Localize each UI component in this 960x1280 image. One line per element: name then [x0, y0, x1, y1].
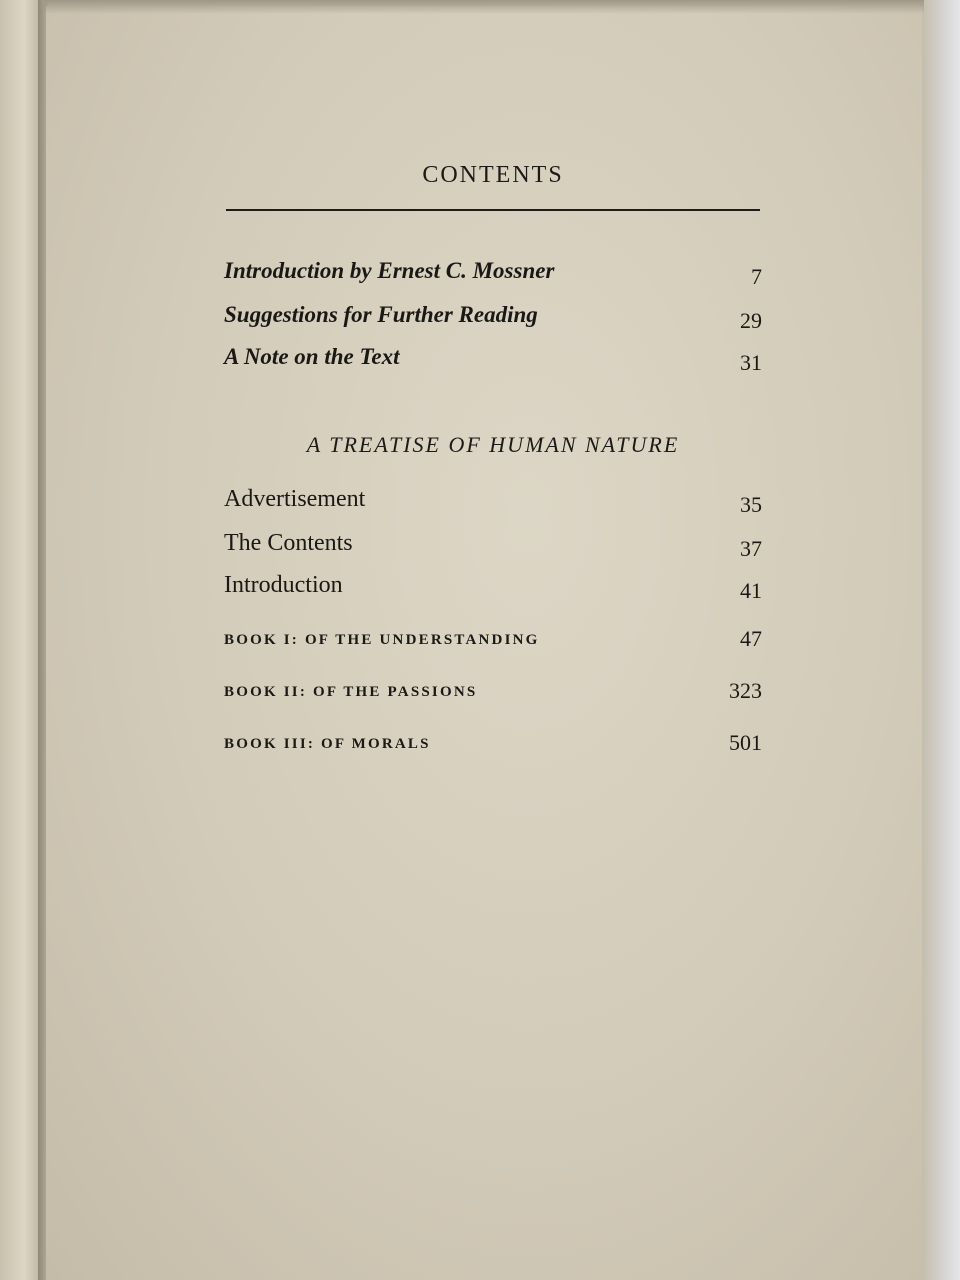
section-heading: A TREATISE OF HUMAN NATURE — [306, 432, 680, 457]
toc-entry-page: 41 — [740, 578, 762, 603]
page-top-shadow — [44, 0, 924, 14]
contents-page — [46, 6, 922, 1280]
background-surface — [920, 0, 960, 1280]
toc-entry-title: BOOK I: OF THE UNDERSTANDING — [224, 632, 540, 648]
toc-entry-title: The Contents — [224, 530, 353, 556]
toc-entry-title: Introduction by Ernest C. Mossner — [224, 258, 555, 283]
toc-entry-page: 35 — [740, 492, 762, 517]
contents-heading: CONTENTS — [422, 162, 564, 188]
toc-entry-page: 7 — [751, 264, 762, 289]
toc-entry-page: 323 — [729, 678, 762, 703]
toc-entry-page: 37 — [740, 536, 762, 561]
toc-entry-page: 501 — [729, 730, 762, 755]
toc-entry-title: A Note on the Text — [224, 344, 400, 369]
toc-entry-page: 29 — [740, 308, 762, 333]
toc-entry-title: Suggestions for Further Reading — [224, 302, 538, 327]
toc-entry-page: 47 — [740, 626, 762, 651]
heading-rule — [226, 209, 760, 211]
toc-entry-page: 31 — [740, 350, 762, 375]
toc-entry-title: Advertisement — [224, 486, 366, 512]
toc-entry-title: Introduction — [224, 572, 343, 598]
toc-entry-title: BOOK III: OF MORALS — [224, 736, 431, 752]
toc-entry-title: BOOK II: OF THE PASSIONS — [224, 684, 478, 700]
